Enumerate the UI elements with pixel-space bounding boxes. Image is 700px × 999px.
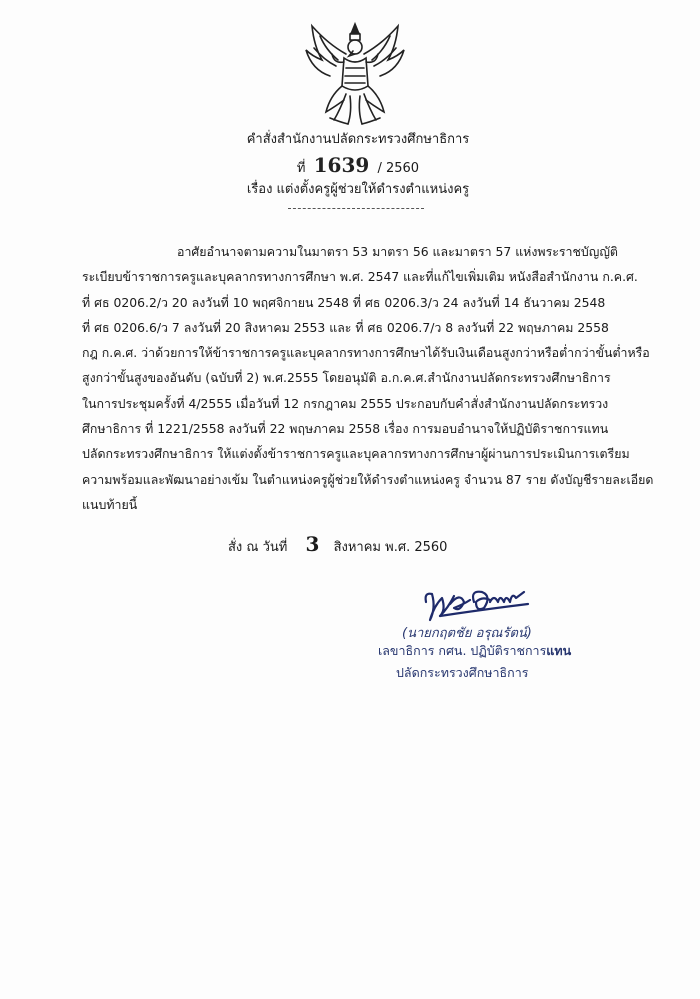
signatory-position-text: เลขาธิการ กศน. ปฏิบัติราชการ — [378, 643, 547, 658]
signatory-name: (นายกฤตชัย อรุณรัตน์) — [402, 626, 532, 641]
body-line: กฎ ก.ค.ศ. ว่าด้วยการให้ข้าราชการครูและบุคลากรทางการศึกษาได้รับเงินเดือนสูงกว่าหรือต่ำกว่าขั้นต่ำหรือ — [82, 345, 650, 361]
order-number-year: / 2560 — [377, 161, 420, 176]
order-number-line — [8, 153, 700, 178]
header-separator — [288, 208, 424, 209]
body-line: แนบท้ายนี้ — [82, 496, 138, 512]
signatory-position-line2: ปลัดกระทรวงศึกษาธิการ — [396, 665, 529, 680]
body-line: ที่ ศธ 0206.6/ว 7 ลงวันที่ 20 สิงหาคม 2553 และ ที่ ศธ 0206.7/ว 8 ลงวันที่ 22 พฤษภาคม 2558 — [82, 319, 609, 335]
body-line: ศึกษาธิการ ที่ 1221/2558 ลงวันที่ 22 พฤษภาคม 2558 เรื่อง การมอบอำนาจให้ปฏิบัติราชการแทน — [82, 421, 609, 437]
body-line: อาศัยอำนาจตามความในมาตรา 53 มาตรา 56 และมาตรา 57 แห่งพระราชบัญญัติ — [177, 244, 618, 259]
order-date-month-year: สิงหาคม พ.ศ. 2560 — [333, 540, 448, 555]
order-date-prefix: สั่ง ณ วันที่ — [228, 540, 288, 555]
body-line: ความพร้อมและพัฒนาอย่างเข้ม ในตำแหน่งครูผู้ช่วยให้ดำรงตำแหน่งครู จำนวน 87 ราย ดังบัญชีรายละเอียด — [82, 471, 654, 487]
order-number-label: ที่ — [296, 161, 306, 176]
order-number-handwritten: 1639 — [313, 153, 370, 177]
order-body — [82, 239, 654, 517]
handwritten-signature — [420, 582, 532, 626]
order-date-day-handwritten: 3 — [305, 532, 320, 556]
order-agency-title: คำสั่งสำนักงานปลัดกระทรวงศึกษาธิการ — [246, 132, 470, 147]
body-line: ที่ ศธ 0206.2/ว 20 ลงวันที่ 10 พฤศจิกายน 2548 ที่ ศธ 0206.3/ว 24 ลงวันที่ 14 ธันวาคม 2548 — [82, 294, 606, 310]
body-line: ระเบียบข้าราชการครูและบุคลากรทางการศึกษา พ.ศ. 2547 และที่แก้ไขเพิ่มเติม หนังสือสำนักงาน ก.ค.ศ. — [82, 269, 638, 285]
body-line: ในการประชุมครั้งที่ 4/2555 เมื่อวันที่ 12 กรกฎาคม 2555 ประกอบกับคำสั่งสำนักงานปลัดกระทรวง — [82, 395, 609, 411]
signatory-position-acting: แทน — [546, 643, 572, 658]
body-line: ปลัดกระทรวงศึกษาธิการ ให้แต่งตั้งข้าราชการครูและบุคลากรทางการศึกษาผู้ผ่านการประเมินการเตรียม — [82, 446, 630, 462]
order-date-line — [228, 532, 447, 557]
garuda-emblem — [300, 20, 410, 128]
signatory-position — [378, 641, 571, 661]
order-subject: เรื่อง แต่งตั้งครูผู้ช่วยให้ดำรงตำแหน่งครู — [246, 182, 470, 197]
body-line: สูงกว่าขั้นสูงของอันดับ (ฉบับที่ 2) พ.ศ.2555 โดยอนุมัติ อ.ก.ค.ศ.สำนักงานปลัดกระทรวงศึกษาธิการ — [82, 370, 611, 386]
